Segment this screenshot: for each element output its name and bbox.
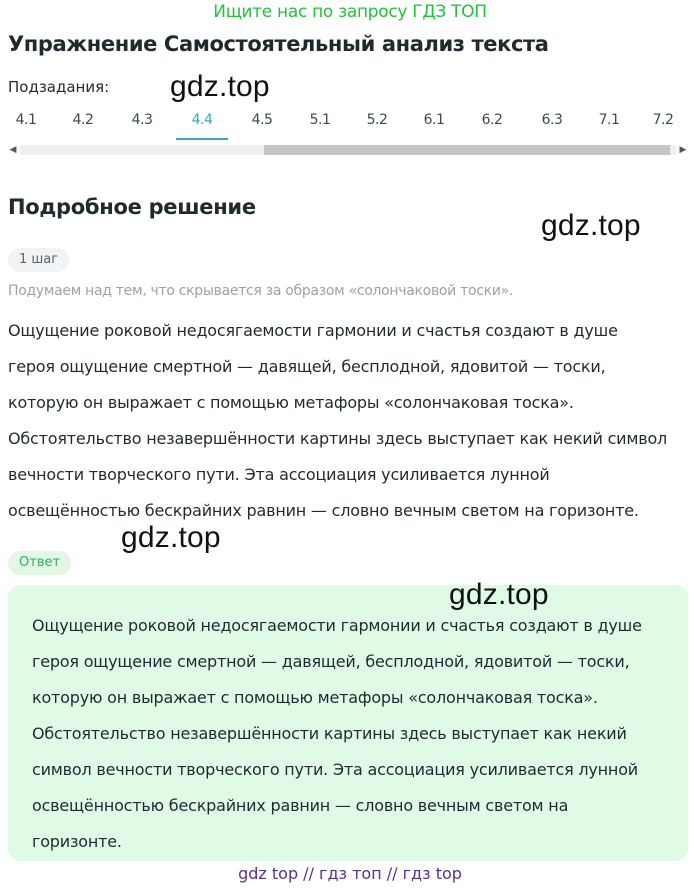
- scroll-thumb[interactable]: [264, 145, 670, 155]
- top-banner-link[interactable]: Ищите нас по запросу ГДЗ ТОП: [213, 2, 487, 22]
- subtask-tab[interactable]: 5.1: [309, 112, 331, 128]
- solution-heading: Подробное решение: [8, 195, 256, 219]
- subtask-tab[interactable]: 4.5: [251, 112, 273, 128]
- subtasks-label: Подзадания:: [8, 78, 110, 96]
- solution-line: героя ощущение смертной — давящей, бесплодной, ядовитой — тоски,: [8, 357, 606, 376]
- answer-line: горизонте.: [32, 832, 122, 851]
- subtask-tab[interactable]: 7.2: [652, 112, 674, 128]
- horizontal-scrollbar[interactable]: [8, 142, 688, 158]
- subtask-tab[interactable]: 4.2: [72, 112, 94, 128]
- watermark: gdz.top: [541, 209, 641, 242]
- subtask-tab[interactable]: 6.2: [481, 112, 503, 128]
- subtask-tab[interactable]: 5.2: [366, 112, 388, 128]
- footer-link[interactable]: gdz top // гдз топ // гдз top: [238, 864, 462, 883]
- solution-line: вечности творческого пути. Эта ассоциация усиливается лунной: [8, 465, 550, 484]
- answer-line: которую он выражает с помощью метафоры «солончаковая тоска».: [32, 688, 598, 707]
- subtask-tab[interactable]: 7.1: [598, 112, 620, 128]
- scroll-left-arrow-icon[interactable]: ◀: [9, 145, 17, 155]
- answer-line: героя ощущение смертной — давящей, бесплодной, ядовитой — тоски,: [32, 652, 630, 671]
- watermark: gdz.top: [170, 70, 270, 103]
- subtask-tab[interactable]: 4.1: [15, 112, 37, 128]
- step-badge: 1 шаг: [8, 248, 69, 272]
- answer-line: символ вечности творческого пути. Эта ассоциация усиливается лунной: [32, 760, 638, 779]
- answer-line: освещённостью бескрайних равнин — словно вечным светом на: [32, 796, 569, 815]
- solution-line: освещённостью бескрайних равнин — словно вечным светом на горизонте.: [8, 501, 639, 520]
- answer-badge: Ответ: [8, 551, 71, 575]
- solution-line: Ощущение роковой недосягаемости гармонии и счастья создают в душе: [8, 321, 618, 340]
- subtask-tab[interactable]: 4.3: [131, 112, 153, 128]
- subtask-tabs: [0, 110, 700, 142]
- answer-text: [32, 608, 682, 860]
- subtask-tab[interactable]: 6.3: [541, 112, 563, 128]
- watermark: gdz.top: [449, 578, 549, 611]
- subtask-tab[interactable]: 6.1: [423, 112, 445, 128]
- solution-line: Обстоятельство незавершённости картины здесь выступает как некий символ: [8, 429, 668, 448]
- watermark: gdz.top: [121, 521, 221, 554]
- solution-line: которую он выражает с помощью метафоры «солончаковая тоска».: [8, 393, 574, 412]
- subtask-tab-active[interactable]: 4.4: [176, 110, 228, 140]
- answer-line: Ощущение роковой недосягаемости гармонии и счастья создают в душе: [32, 616, 642, 635]
- answer-line: Обстоятельство незавершённости картины здесь выступает как некий: [32, 724, 627, 743]
- scroll-right-arrow-icon[interactable]: ▶: [679, 145, 687, 155]
- page-title: Упражнение Самостоятельный анализ текста: [8, 32, 549, 56]
- step-hint: Подумаем над тем, что скрывается за образом «солончаковой тоски».: [8, 283, 514, 299]
- solution-text: [8, 313, 692, 529]
